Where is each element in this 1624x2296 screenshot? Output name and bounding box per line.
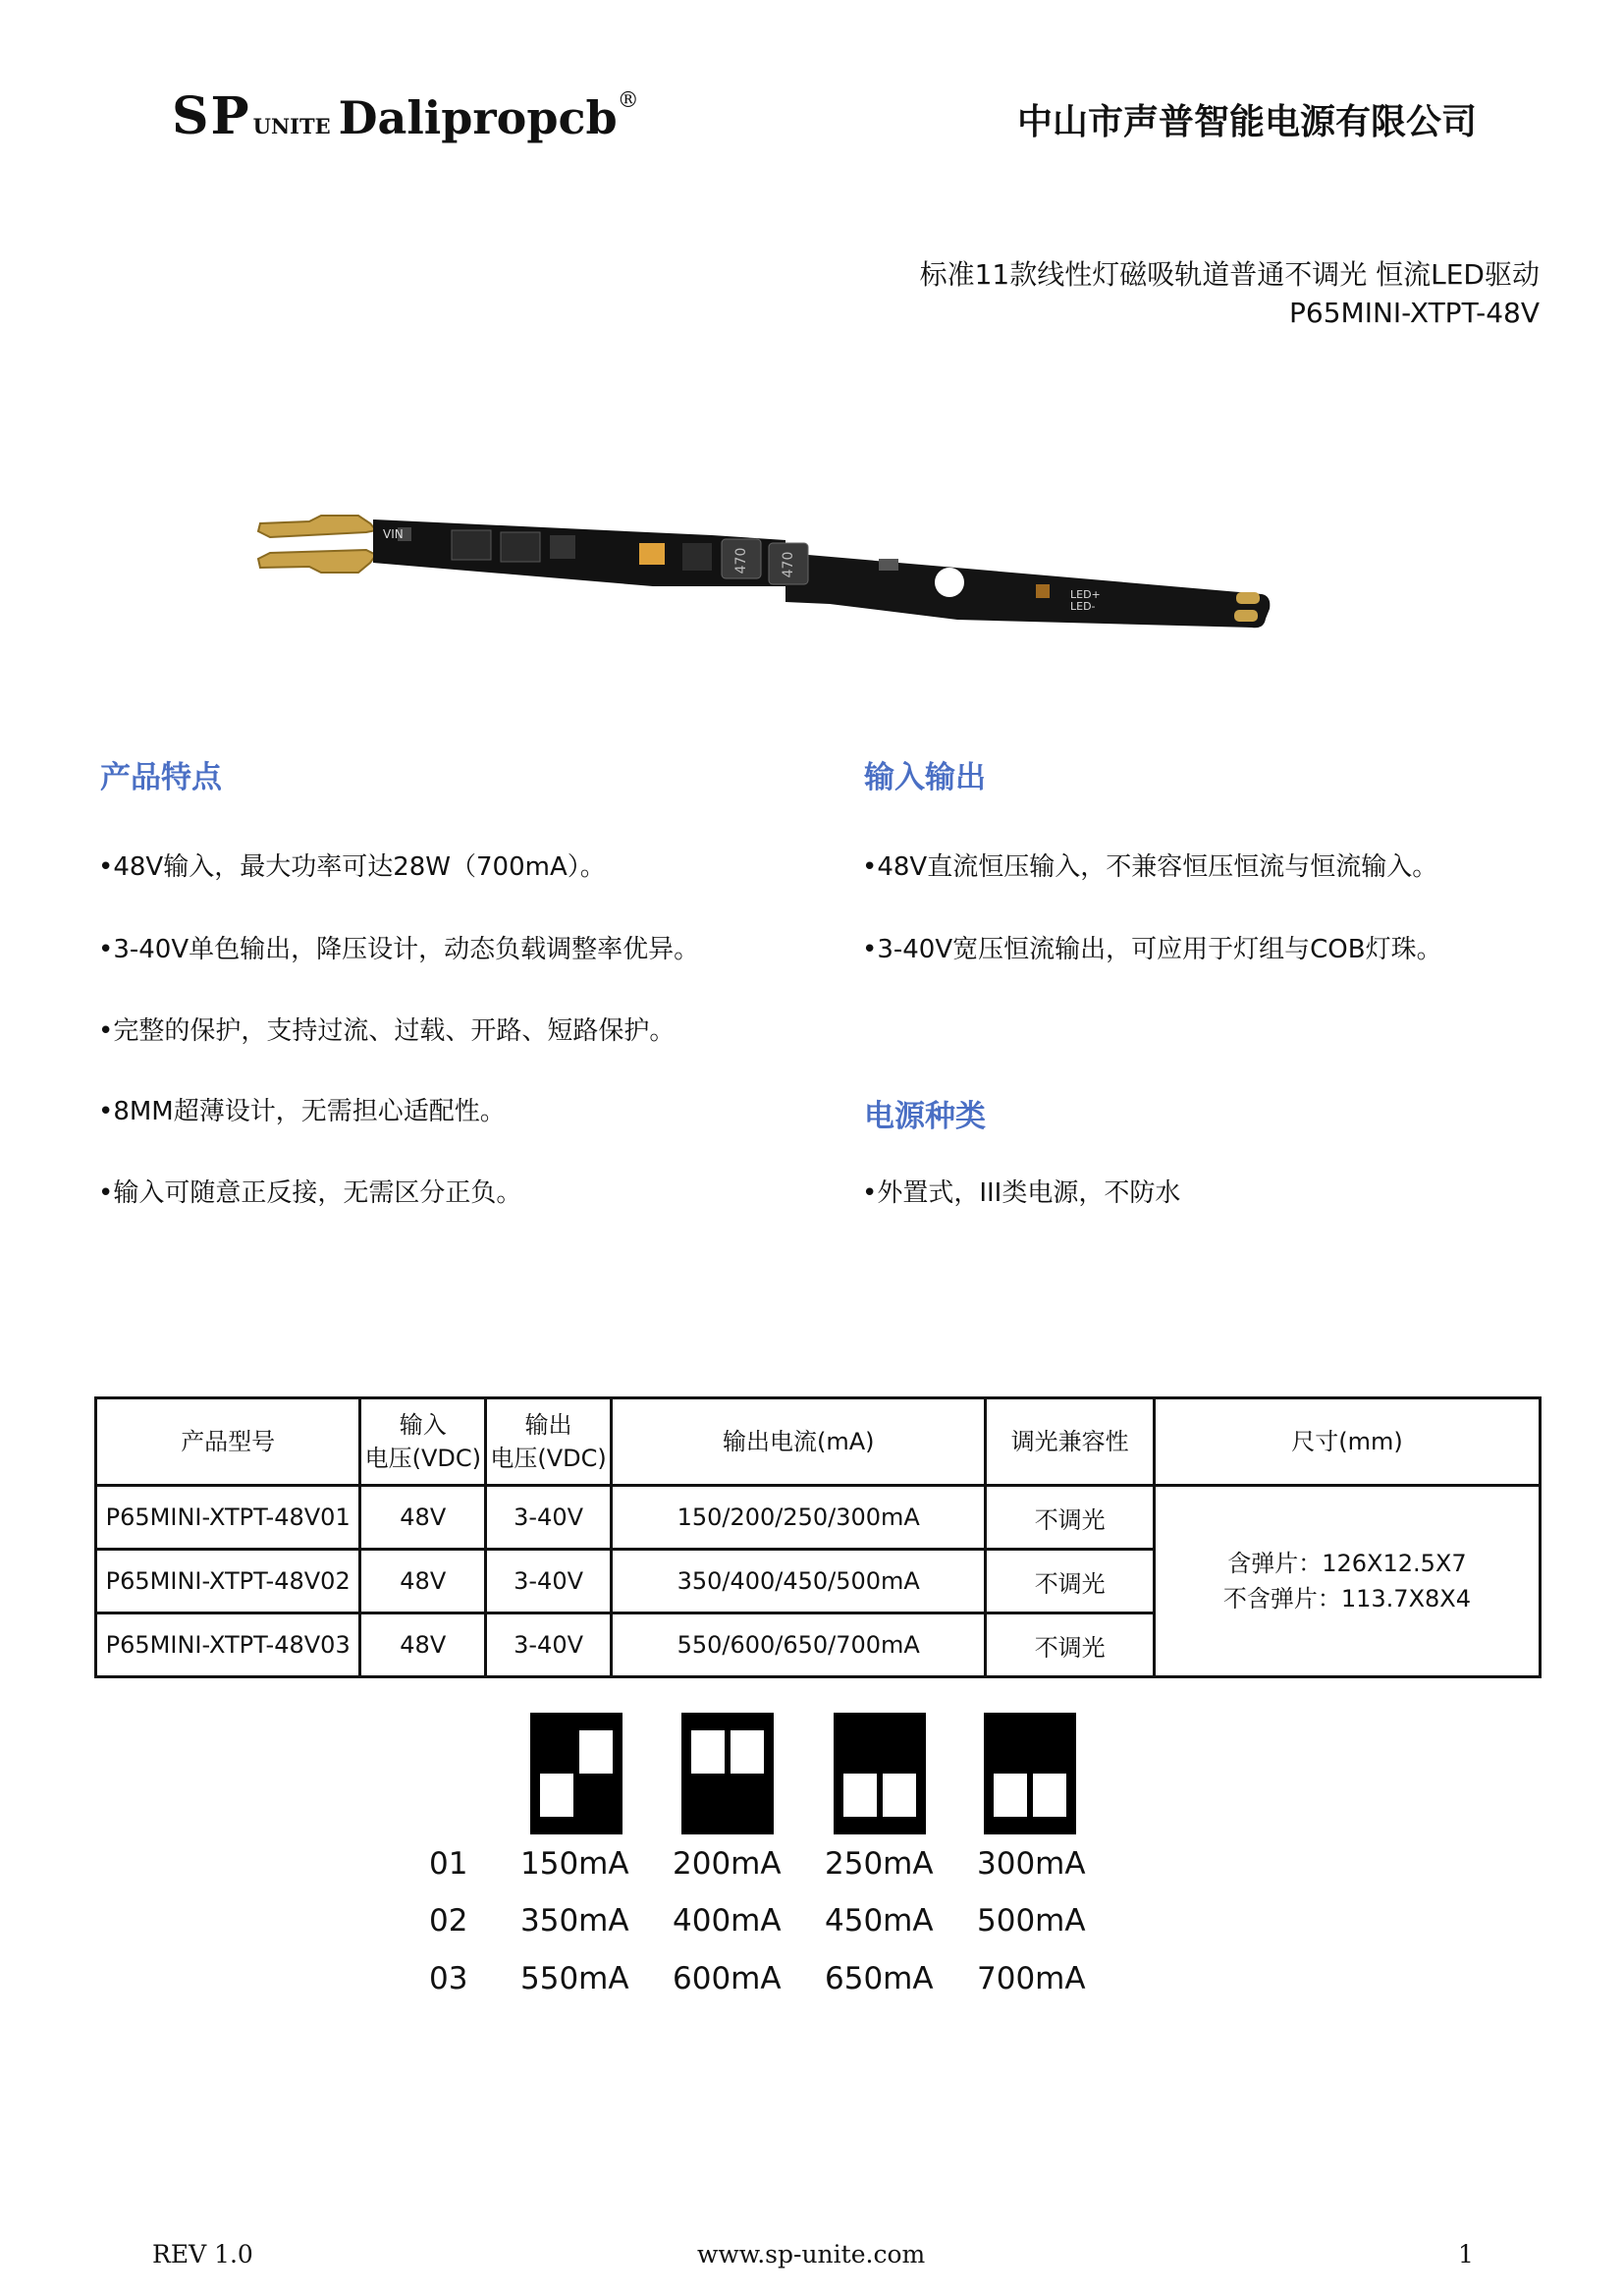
cell-output: 3-40V (486, 1486, 612, 1550)
pcb-strip (785, 553, 1270, 628)
feature-item: •3-40V单色输出，降压设计，动态负载调整率优异。 (98, 935, 700, 964)
chip (550, 535, 575, 559)
dip-value: 600mA (673, 1961, 782, 1996)
dip-knob (843, 1730, 877, 1774)
feature-item: •完整的保护，支持过流、过载、开路、短路保护。 (98, 1016, 676, 1046)
size-line-2: 不含弹片：113.7X8X4 (1222, 1585, 1472, 1613)
cell-dimming: 不调光 (986, 1550, 1154, 1613)
dip-knob (540, 1730, 573, 1774)
dip-slot (843, 1730, 877, 1817)
header-dimming: 调光兼容性 (986, 1398, 1154, 1486)
dip-slot (540, 1730, 573, 1817)
dip-switch-3 (834, 1713, 926, 1834)
features-heading: 产品特点 (100, 760, 222, 795)
cell-input: 48V (360, 1486, 486, 1550)
header-input-a: 输入 (399, 1411, 447, 1439)
power-type-item: •外置式，III类电源，不防水 (862, 1178, 1181, 1208)
dip-switch-2 (681, 1713, 774, 1834)
model-title: P65MINI-XTPT-48V (1289, 297, 1540, 329)
cell-output: 3-40V (486, 1550, 612, 1613)
pcb-label-470-a: 470 (733, 547, 749, 574)
pcb-label-470-b: 470 (781, 551, 796, 578)
header-output-b: 电压(VDC) (490, 1445, 607, 1472)
logo-dalipropcb: Dalipropcb (338, 91, 618, 144)
table-row (96, 1486, 1541, 1550)
dip-value: 700mA (977, 1961, 1086, 1996)
dip-row-label: 02 (429, 1903, 468, 1939)
inductor-2 (501, 532, 540, 562)
dip-row-label: 01 (429, 1846, 468, 1882)
dip-knob (1033, 1730, 1066, 1774)
header-model: 产品型号 (96, 1398, 360, 1486)
io-heading: 输入输出 (864, 760, 986, 795)
size-line-1: 含弹片：126X12.5X7 (1227, 1550, 1467, 1577)
cell-dimming: 不调光 (986, 1486, 1154, 1550)
cell-size (1154, 1486, 1540, 1677)
dip-value: 200mA (673, 1846, 782, 1882)
dip-knob (883, 1730, 916, 1774)
solder-pad-plus (1236, 592, 1260, 604)
header-output (486, 1398, 612, 1486)
dip-value: 450mA (825, 1903, 934, 1939)
cell-input: 48V (360, 1550, 486, 1613)
io-item: •48V直流恒压输入，不兼容恒压恒流与恒流输入。 (862, 852, 1438, 882)
dip-value: 300mA (977, 1846, 1086, 1882)
feature-item: •8MM超薄设计，无需担心适配性。 (98, 1097, 506, 1126)
dip-slot (731, 1730, 764, 1817)
dip-slot (994, 1730, 1027, 1817)
dip-slot (883, 1730, 916, 1817)
pcb-label-led-plus: LED+ (1070, 588, 1101, 601)
dip-knob (731, 1774, 764, 1817)
cell-output: 3-40V (486, 1613, 612, 1677)
cell-current: 550/600/650/700mA (611, 1613, 986, 1677)
dip-switch-component (639, 543, 665, 565)
header-size: 尺寸(mm) (1154, 1398, 1540, 1486)
ic (682, 543, 712, 571)
dip-value: 250mA (825, 1846, 934, 1882)
pcb-label-led-minus: LED- (1070, 600, 1096, 613)
dip-knob (994, 1730, 1027, 1774)
header-input-b: 电压(VDC) (364, 1445, 481, 1472)
company-name: 中山市声普智能电源有限公司 (1016, 102, 1477, 142)
pcb-label-vin: VIN (383, 527, 404, 541)
dip-value: 400mA (673, 1903, 782, 1939)
dip-slot (579, 1730, 613, 1817)
cell-model: P65MINI-XTPT-48V03 (96, 1613, 360, 1677)
footer-page-number: 1 (1458, 2240, 1474, 2269)
registered-mark: ® (617, 88, 639, 113)
cell-model: P65MINI-XTPT-48V02 (96, 1550, 360, 1613)
logo-sp: SP (172, 86, 251, 146)
spring-clip-top (258, 516, 376, 537)
dip-value: 350mA (520, 1903, 629, 1939)
dip-value: 500mA (977, 1903, 1086, 1939)
cell-current: 350/400/450/500mA (611, 1550, 986, 1613)
dip-slot (691, 1730, 725, 1817)
inductor-1 (452, 530, 491, 560)
dip-value: 150mA (520, 1846, 629, 1882)
table-header-row (96, 1398, 1541, 1486)
dip-knob (579, 1774, 613, 1817)
spring-clip-bottom (258, 550, 376, 573)
solder-pad-minus (1234, 610, 1258, 622)
cell-model: P65MINI-XTPT-48V01 (96, 1486, 360, 1550)
feature-item: •输入可随意正反接，无需区分正负。 (98, 1178, 522, 1208)
document-title: 标准11款线性灯磁吸轨道普通不调光 恒流LED驱动 (919, 258, 1540, 291)
mount-hole (935, 568, 964, 597)
io-item: •3-40V宽压恒流输出，可应用于灯组与COB灯珠。 (862, 935, 1442, 964)
power-type-heading: 电源种类 (864, 1099, 986, 1134)
dip-slot (1033, 1730, 1066, 1817)
logo-unite: UNITE (252, 114, 331, 138)
dip-switch-4 (984, 1713, 1076, 1834)
small-component (879, 559, 898, 571)
dip-switch-1 (530, 1713, 623, 1834)
spec-table (94, 1396, 1542, 1678)
dip-row-label: 03 (429, 1961, 468, 1996)
cell-dimming: 不调光 (986, 1613, 1154, 1677)
brand-logo (172, 86, 639, 145)
footer-url: www.sp-unite.com (697, 2240, 926, 2269)
feature-item: •48V输入，最大功率可达28W（700mA）。 (98, 852, 606, 882)
cell-current: 150/200/250/300mA (611, 1486, 986, 1550)
footer-revision: REV 1.0 (152, 2240, 253, 2269)
dip-value: 650mA (825, 1961, 934, 1996)
header-current: 输出电流(mA) (611, 1398, 986, 1486)
product-image (250, 437, 1272, 648)
led-pad (1036, 584, 1050, 598)
header-output-a: 输出 (524, 1411, 572, 1439)
header-input (360, 1398, 486, 1486)
dip-knob (691, 1774, 725, 1817)
cell-input: 48V (360, 1613, 486, 1677)
dip-value: 550mA (520, 1961, 629, 1996)
